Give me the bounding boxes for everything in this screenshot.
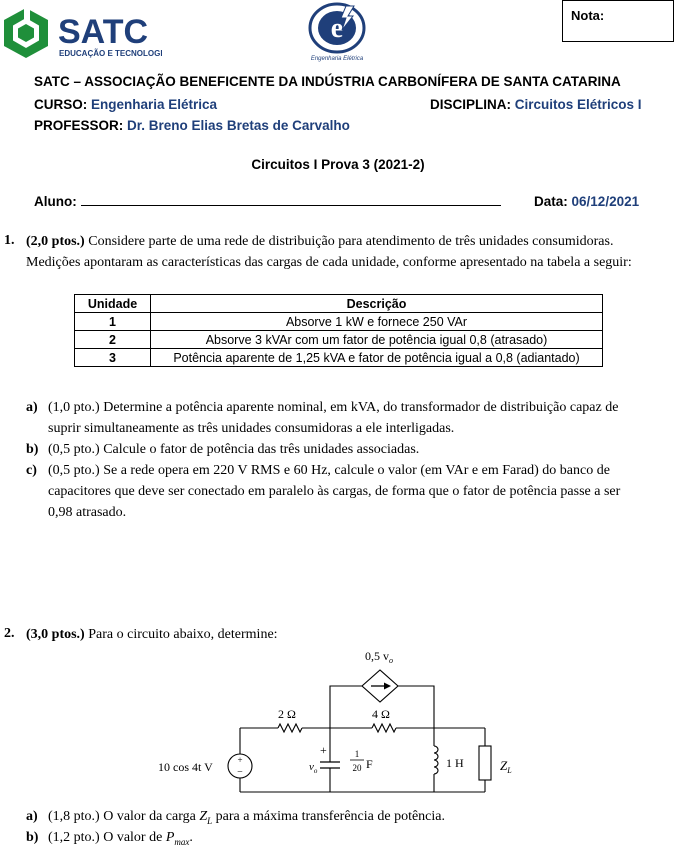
curso-line <box>34 97 217 112</box>
table-row <box>75 313 603 331</box>
item-b-line-1: (0,5 pto.) Calcule o fator de potência das três unidades associadas. <box>48 442 420 457</box>
table-cell-unit: 2 <box>75 331 151 349</box>
load-label: $Z_L$ <box>500 758 512 775</box>
data-value: 06/12/2021 <box>571 194 640 209</box>
table-row <box>75 331 603 349</box>
lightning-e-icon <box>310 4 364 52</box>
professor-line <box>34 118 350 133</box>
question-2-item-b <box>26 827 676 847</box>
vo-plus: + <box>320 743 327 757</box>
r2-label: 4 Ω <box>372 707 390 721</box>
satc-logo-text: SATC <box>58 13 149 51</box>
aluno-field[interactable] <box>34 194 501 209</box>
wire-dep-right <box>398 686 434 728</box>
item-a-line-2: suprir simultaneamente as três unidades consumidoras a ele interligadas. <box>48 421 455 436</box>
voltage-source-icon <box>228 754 252 778</box>
svg-text:+: + <box>237 755 243 765</box>
professor-value: Dr. Breno Elias Bretas de Carvalho <box>127 118 350 133</box>
institution-name: SATC – ASSOCIAÇÃO BENEFICENTE DA INDÚSTRIA CARBONÍFERA DE SANTA CATARINA <box>34 74 621 89</box>
question-1-item-a <box>26 397 676 439</box>
question-2-number: 2. <box>4 626 15 641</box>
question-2-points: (3,0 ptos.) <box>26 627 85 642</box>
table-cell-unit: 3 <box>75 349 151 367</box>
cap-denominator: 20 <box>352 763 362 773</box>
exam-title: Circuitos I Prova 3 (2021-2) <box>251 157 425 172</box>
units-table-wrapper <box>74 294 603 367</box>
item-a-label: a) <box>26 400 38 415</box>
source-label: 10 cos 4t V <box>158 760 213 774</box>
q2-item-a-label: a) <box>26 809 38 824</box>
table-cell-unit: 1 <box>75 313 151 331</box>
table-header-descricao: Descrição <box>151 295 603 313</box>
dependent-source-icon <box>362 670 398 702</box>
satc-logo <box>2 6 162 62</box>
inductor-label: 1 H <box>446 756 464 770</box>
disciplina-value: Circuitos Elétricos I <box>514 97 642 112</box>
resistor-2ohm-icon <box>278 724 302 732</box>
question-1-number: 1. <box>4 233 15 248</box>
table-header-unidade: Unidade <box>75 295 151 313</box>
engenharia-logo-caption: Engenharia Elétrica <box>310 56 364 62</box>
table-cell-description: Absorve 3 kVAr com um fator de potência igual 0,8 (atrasado) <box>151 331 603 349</box>
table-cell-description: Potência aparente de 1,25 kVA e fator de potência igual a 0,8 (adiantado) <box>151 349 603 367</box>
nota-box[interactable] <box>562 0 674 42</box>
question-2-item-a <box>26 806 676 827</box>
question-2-intro: Para o circuito abaixo, determine: <box>88 627 278 642</box>
cap-numerator: 1 <box>354 749 360 759</box>
svg-text:−: − <box>237 767 243 778</box>
item-b-label: b) <box>26 442 39 457</box>
wire-dep-left <box>330 686 362 728</box>
svg-text:e: e <box>330 13 344 44</box>
question-1-text-1: Considere parte de uma rede de distribuição para atendimento de três unidades consumidoras. <box>88 234 614 249</box>
curso-value: Engenharia Elétrica <box>91 97 218 112</box>
question-1-text-2: Medições apontaram as características das cargas de cada unidade, conforme apresentado na tabela a seguir: <box>26 255 632 270</box>
satc-logo-subtitle: EDUCAÇÃO E TECNOLOGIA <box>59 49 162 58</box>
table-row <box>75 349 603 367</box>
question-1-line-1 <box>26 231 613 252</box>
item-c-line-1: (0,5 pto.) Se a rede opera em 220 V RMS e 60 Hz, calcule o valor (em VAr e em Farad) do banco de <box>48 463 610 478</box>
q2-item-a-text: (1,8 pto.) O valor da carga $Z_L$ para a máxima transferência de potência. <box>48 809 445 826</box>
zl-var: Z <box>199 809 208 824</box>
nota-label: Nota: <box>571 8 605 23</box>
item-c-label: c) <box>26 463 37 478</box>
item-c-line-3: 0,98 atrasado. <box>48 505 127 520</box>
resistor-4ohm-icon <box>372 724 396 732</box>
engenharia-eletrica-logo <box>302 2 372 64</box>
load-zl-icon <box>479 746 491 780</box>
data-line <box>534 194 639 209</box>
curso-label: CURSO: <box>34 97 88 112</box>
vo-label: $v_o$ <box>309 761 318 775</box>
professor-label: PROFESSOR: <box>34 118 124 133</box>
disciplina-label: DISCIPLINA: <box>430 97 511 112</box>
pmax-var: P <box>165 830 175 845</box>
table-cell-description: Absorve 1 kW e fornece 250 VAr <box>151 313 603 331</box>
q2-item-b-label: b) <box>26 830 39 845</box>
table-header-row <box>75 295 603 313</box>
satc-hexagon-icon <box>4 6 48 58</box>
question-2-line <box>26 624 278 645</box>
disciplina-line <box>430 97 642 112</box>
item-a-line-1: (1,0 pto.) Determine a potência aparente nominal, em kVA, do transformador de distribuição capaz de <box>48 400 619 415</box>
question-1-item-b <box>26 439 676 460</box>
item-c-line-2: capacitores que deve ser conectado em paralelo às cargas, de forma que o fator de potência passe a ser <box>48 484 621 499</box>
capacitor-icon <box>320 762 340 768</box>
q2-item-b-text: (1,2 pto.) O valor de $P_{max}$. <box>48 830 193 847</box>
dep-source-label: 0,5 $v_o$ <box>365 649 393 665</box>
circuit-diagram <box>150 646 550 806</box>
units-table <box>74 294 603 367</box>
r1-label: 2 Ω <box>278 707 296 721</box>
aluno-label: Aluno: <box>34 194 77 209</box>
cap-unit: F <box>366 757 373 771</box>
aluno-input-line[interactable] <box>81 194 501 206</box>
question-1-item-c <box>26 460 676 523</box>
question-1-points: (2,0 ptos.) <box>26 234 85 249</box>
inductor-icon <box>434 746 438 774</box>
data-label: Data: <box>534 194 568 209</box>
